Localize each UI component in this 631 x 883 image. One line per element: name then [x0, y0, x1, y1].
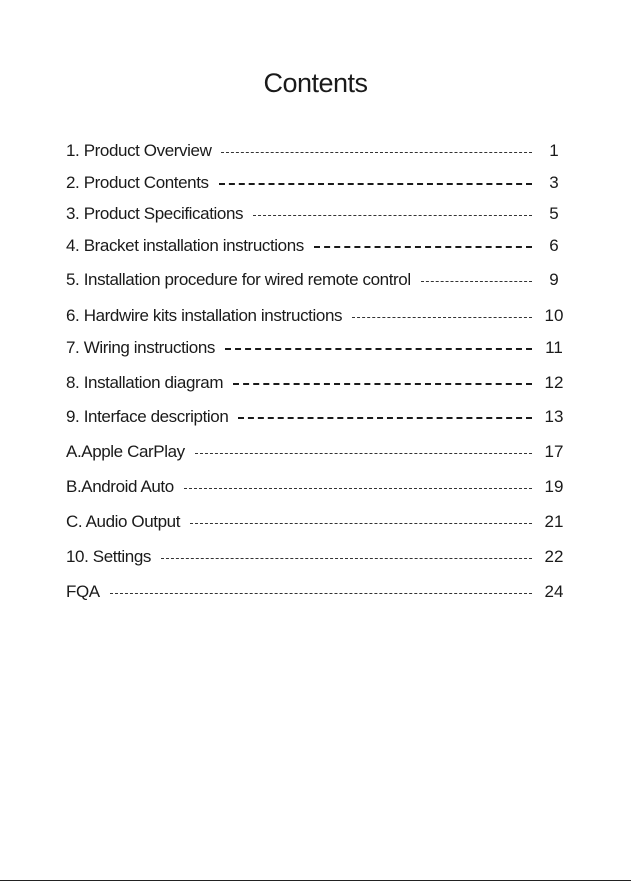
dot-leader: [110, 593, 532, 594]
page-title: Contents: [263, 68, 368, 98]
dot-leader: [238, 417, 532, 419]
toc-entry[interactable]: [66, 475, 566, 499]
toc-entry-page: 17: [544, 442, 564, 461]
toc-entry-label: 7. Wiring instructions: [66, 338, 215, 357]
toc-entry-page: 19: [544, 477, 564, 496]
toc-entry-label: 8. Installation diagram: [66, 373, 224, 392]
toc-entry-page: 9: [549, 270, 559, 289]
toc-entry[interactable]: [66, 510, 566, 534]
toc-entry-label: 3. Product Specifications: [66, 204, 244, 223]
toc-entry[interactable]: [66, 405, 566, 429]
toc-entry[interactable]: [66, 202, 566, 226]
dot-leader: [253, 215, 532, 216]
toc-entry-page: 24: [544, 582, 564, 601]
toc-entry[interactable]: [66, 580, 566, 604]
dot-leader: [314, 246, 532, 248]
toc-entry-page: 1: [549, 141, 559, 160]
toc-entry-label: 9. Interface description: [66, 407, 229, 426]
toc-entry[interactable]: [66, 371, 566, 395]
toc-entry-label: 1. Product Overview: [66, 141, 212, 160]
toc-entry[interactable]: [66, 545, 566, 569]
toc-entry-label: 6. Hardwire kits installation instructions: [66, 306, 343, 325]
toc-entry-page: 6: [549, 236, 559, 255]
dot-leader: [421, 281, 532, 282]
toc-entry-label: C. Audio Output: [66, 512, 181, 531]
toc-entry-label: 5. Installation procedure for wired remote control: [66, 270, 411, 289]
toc-entry-page: 12: [544, 373, 564, 392]
toc-entry-page: 11: [545, 338, 563, 357]
toc-entry-page: 10: [544, 306, 564, 325]
toc-entry[interactable]: [66, 234, 566, 258]
toc-entry-label: FQA: [66, 582, 100, 601]
toc-entry-label: B.Android Auto: [66, 477, 174, 496]
toc-entry[interactable]: [66, 336, 566, 360]
toc-entry[interactable]: [66, 440, 566, 464]
dot-leader: [190, 523, 532, 524]
toc-entry[interactable]: [66, 139, 566, 163]
toc-entry-label: 4. Bracket installation instructions: [66, 236, 304, 255]
dot-leader: [184, 488, 532, 489]
toc-entry-page: 3: [549, 173, 559, 192]
toc-entry-label: A.Apple CarPlay: [66, 442, 185, 461]
dot-leader: [352, 317, 532, 318]
toc-entry[interactable]: [66, 304, 566, 328]
dot-leader: [219, 183, 532, 185]
bottom-rule: [0, 880, 631, 881]
dot-leader: [221, 152, 532, 153]
toc-entry-page: 13: [544, 407, 564, 426]
toc-entry-page: 5: [549, 204, 559, 223]
toc-entry-page: 21: [544, 512, 564, 531]
dot-leader: [233, 383, 532, 385]
dot-leader: [195, 453, 532, 454]
toc-entry-label: 2. Product Contents: [66, 173, 209, 192]
toc-entry-label: 10. Settings: [66, 547, 151, 566]
toc-entry[interactable]: [66, 171, 566, 195]
dot-leader: [225, 348, 532, 350]
toc-entry[interactable]: [66, 268, 566, 292]
toc-entry-page: 22: [544, 547, 564, 566]
dot-leader: [161, 558, 532, 559]
